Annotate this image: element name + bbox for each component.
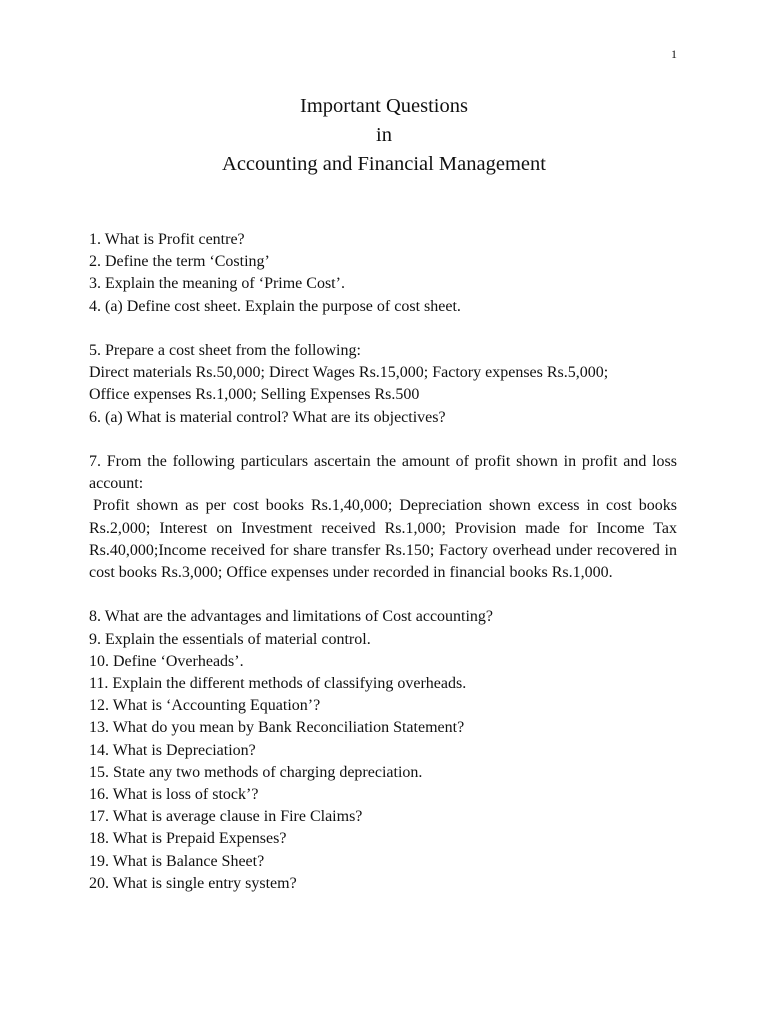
question-item: 10. Define ‘Overheads’. bbox=[89, 652, 244, 670]
spacer bbox=[89, 318, 677, 340]
spacer bbox=[89, 429, 677, 451]
question-item: 14. What is Depreciation? bbox=[89, 741, 256, 759]
question-5-data-line-1: Direct materials Rs.50,000; Direct Wages Rs.15,000; Factory expenses Rs.5,000; bbox=[89, 364, 609, 382]
question-item: 12. What is ‘Accounting Equation’? bbox=[89, 697, 321, 715]
question-5-heading: 5. Prepare a cost sheet from the following: bbox=[89, 342, 361, 359]
question-item: 18. What is Prepaid Expenses? bbox=[89, 830, 287, 848]
spacer bbox=[89, 584, 677, 606]
title-line-2: in bbox=[376, 124, 392, 146]
question-item: 3. Explain the meaning of ‘Prime Cost’. bbox=[89, 275, 345, 293]
question-7-body: Profit shown as per cost books Rs.1,40,000; Depreciation shown excess in cost books Rs.2,000; Interest on Investment received Rs.1,000; Provision made for Income Tax Rs.40,000;Income received for share transfer Rs.150; Factory overhead under recovered in cost books Rs.3,000; Office expenses under recorded in financial books Rs.1,000. bbox=[89, 497, 677, 582]
question-5-data-line-2: Office expenses Rs.1,000; Selling Expenses Rs.500 bbox=[89, 386, 420, 404]
document-title bbox=[0, 92, 768, 179]
title-line-3: Accounting and Financial Management bbox=[222, 153, 546, 175]
question-item: 13. What do you mean by Bank Reconciliation Statement? bbox=[89, 719, 465, 737]
question-item: 1. What is Profit centre? bbox=[89, 231, 245, 248]
question-item: 20. What is single entry system? bbox=[89, 874, 297, 892]
question-item: 16. What is loss of stock’? bbox=[89, 786, 259, 804]
title-line-1: Important Questions bbox=[300, 95, 468, 117]
question-item: 15. State any two methods of charging depreciation. bbox=[89, 763, 423, 781]
question-list bbox=[89, 229, 677, 895]
page-number: 1 bbox=[671, 47, 677, 61]
question-7-heading: 7. From the following particulars ascertain the amount of profit shown in profit and loss account: bbox=[89, 453, 677, 493]
question-item: 2. Define the term ‘Costing’ bbox=[89, 253, 270, 271]
question-item: 4. (a) Define cost sheet. Explain the purpose of cost sheet. bbox=[89, 297, 461, 315]
question-item: 11. Explain the different methods of classifying overheads. bbox=[89, 675, 467, 693]
question-item: 8. What are the advantages and limitations of Cost accounting? bbox=[89, 608, 494, 626]
question-item: 17. What is average clause in Fire Claims? bbox=[89, 808, 363, 826]
question-6: 6. (a) What is material control? What are its objectives? bbox=[89, 408, 446, 426]
question-item: 9. Explain the essentials of material control. bbox=[89, 630, 371, 648]
question-item: 19. What is Balance Sheet? bbox=[89, 852, 265, 870]
